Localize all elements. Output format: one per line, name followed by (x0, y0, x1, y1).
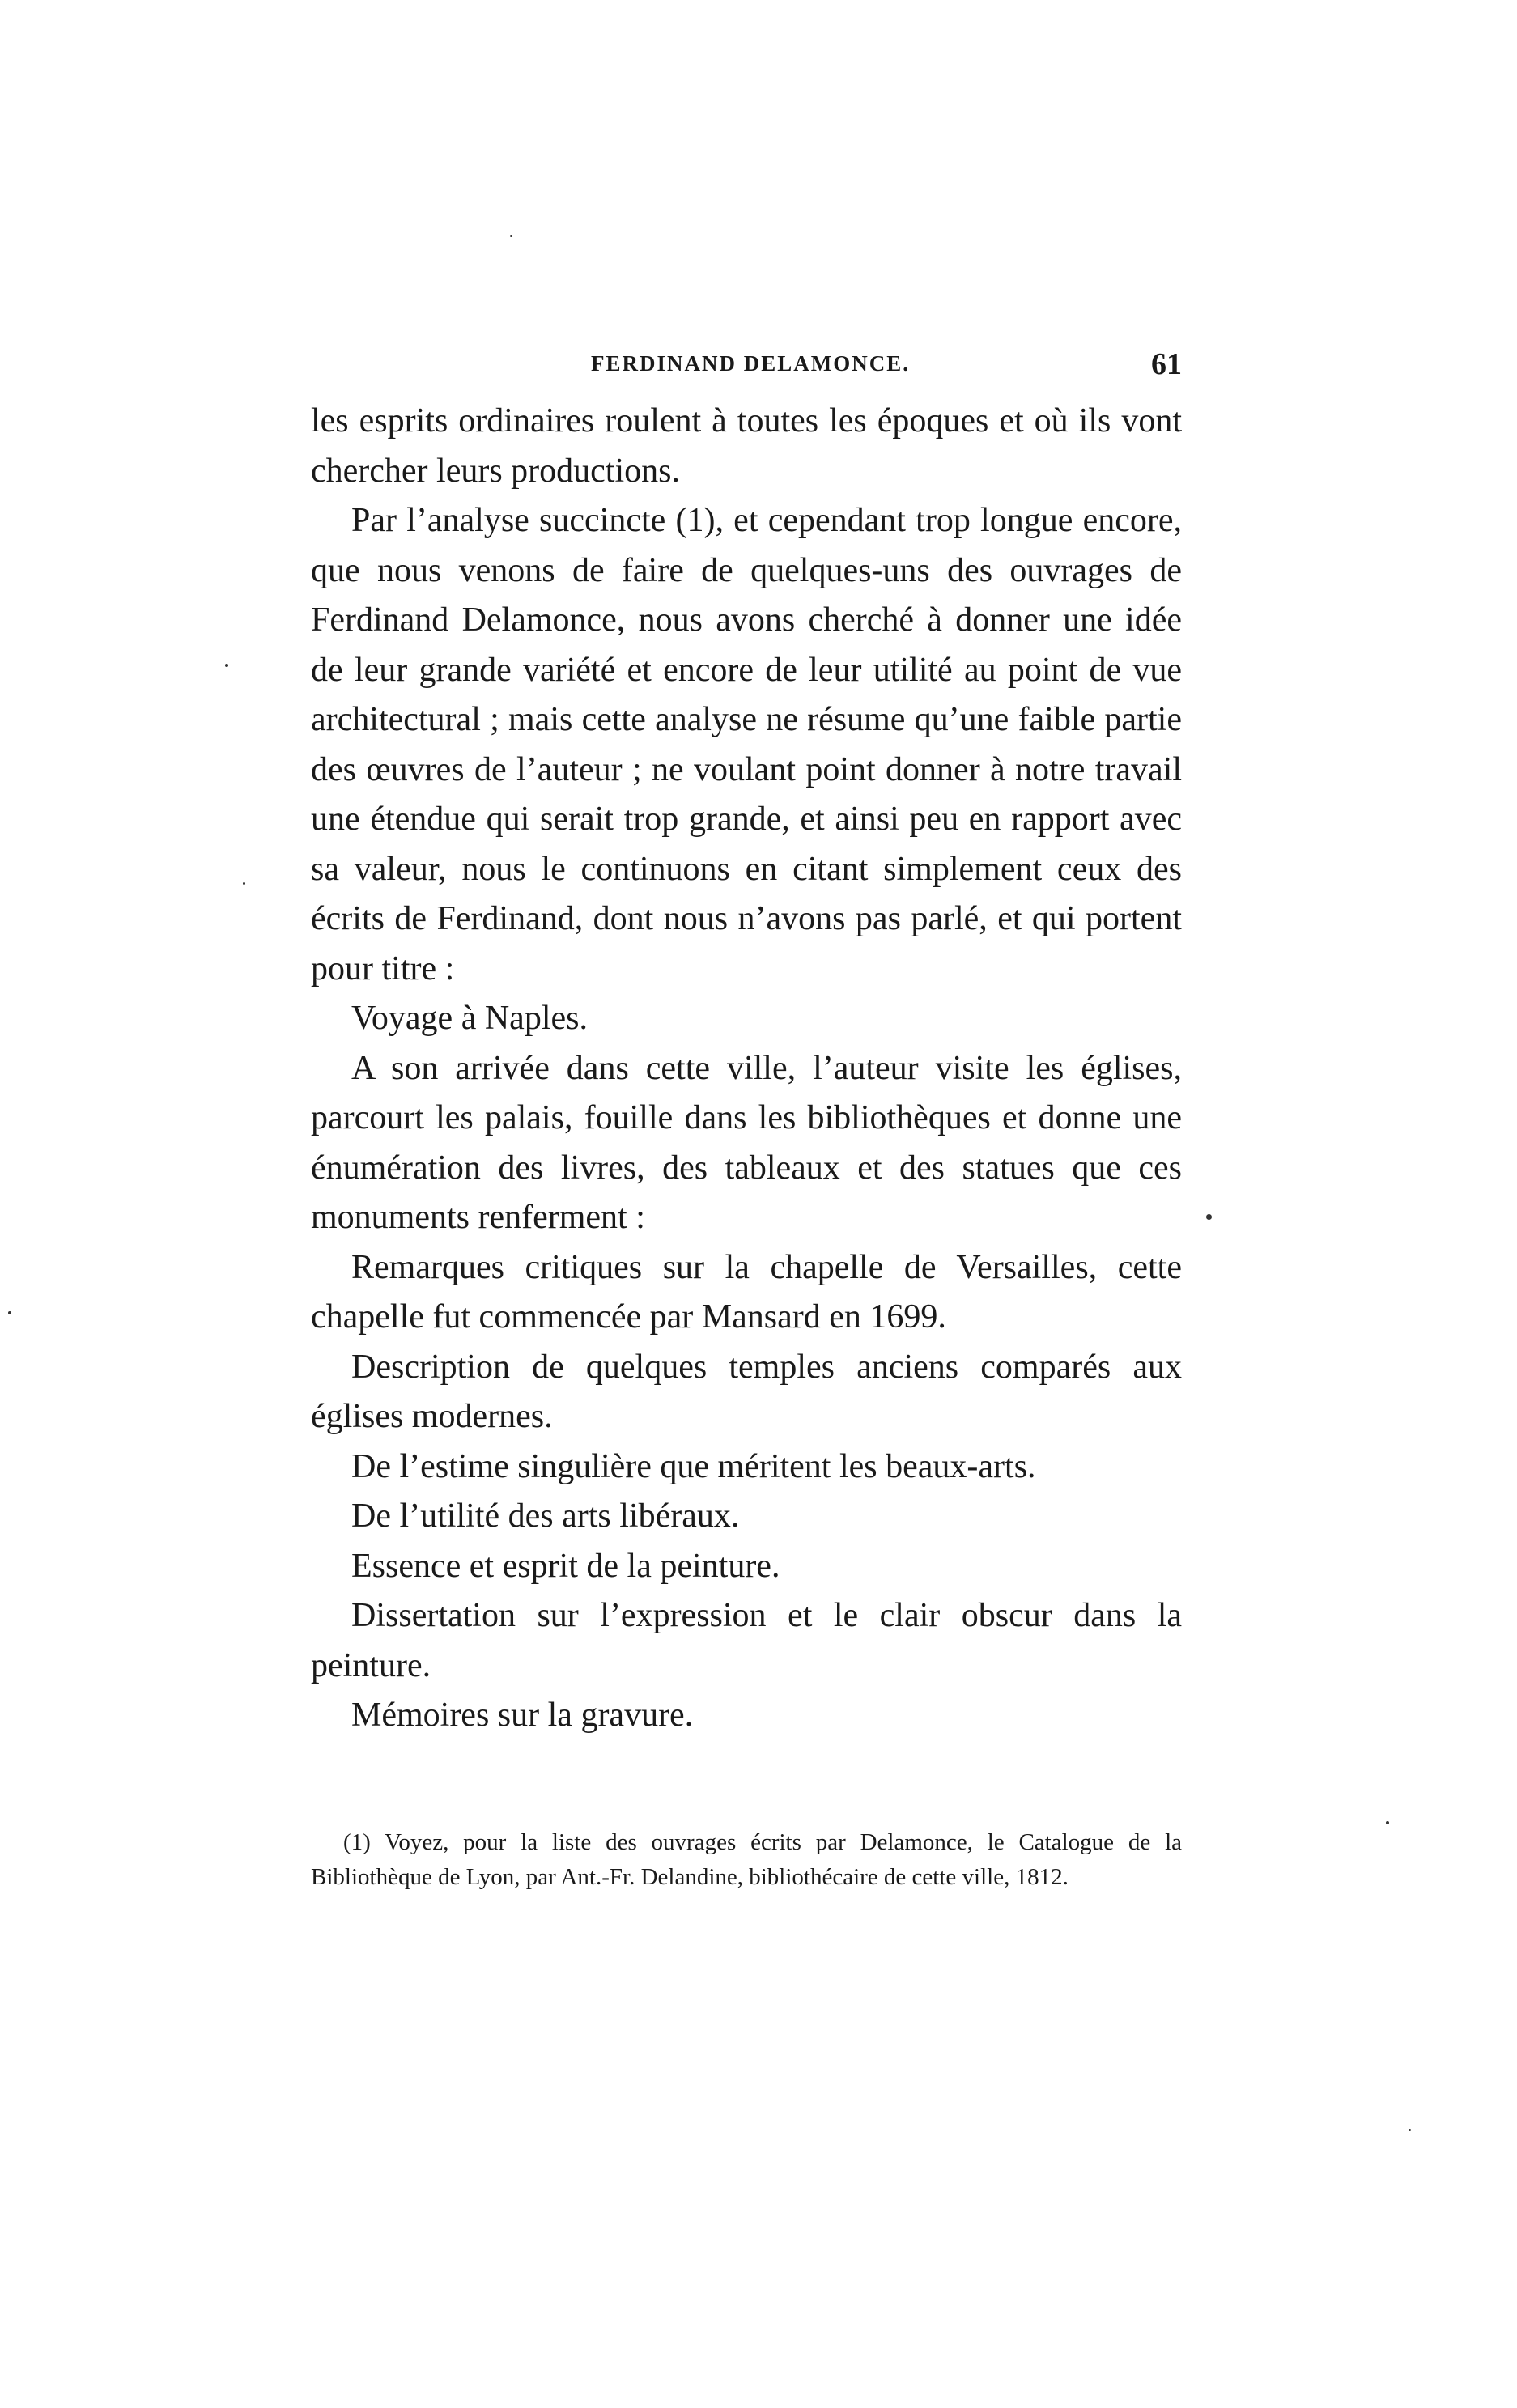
paragraph: A son arrivée dans cette ville, l’auteur visite les églises, parcourt les palais, fouille dans les bibliothèques et donne une énumération des livres, des tableaux et des statues que ces monuments renferment : (311, 1049, 1182, 1236)
paragraph: Essence et esprit de la peinture. (351, 1547, 780, 1585)
running-title: FERDINAND DELAMONCE. (591, 351, 911, 376)
footnote-text: (1) Voyez, pour la liste des ouvrages écrits par Delamonce, le Catalogue de la Bibliothèque de Lyon, par Ant.-Fr. Delandine, bibliothécaire de cette ville, 1812. (311, 1829, 1182, 1890)
paragraph: Par l’analyse succincte (1), et cependant trop longue encore, que nous venons de faire de quelques-uns des ouvrages de Ferdinand Delamonce, nous avons cherché à donner une idée de leur grande variété et encore de leur utilité au point de vue architectural ; mais cette analyse ne résume qu’une faible partie des œuvres de l’auteur ; ne voulant point donner à notre travail une étendue qui serait trop grande, et ainsi peu en rapport avec sa valeur, nous le continuons en citant simplement ceux des écrits de Ferdinand, dont nous n’avons pas parlé, et qui portent pour titre : (311, 502, 1182, 987)
scan-speck (243, 882, 245, 885)
paragraph: les esprits ordinaires roulent à toutes les époques et où ils vont chercher leurs productions. (311, 402, 1182, 490)
paragraph: Voyage à Naples. (351, 1000, 588, 1037)
page-number: 61 (1151, 347, 1182, 381)
body-text (311, 397, 1182, 1741)
scan-speck (225, 664, 228, 667)
paragraph: Dissertation sur l’expression et le clair obscur dans la peinture. (311, 1597, 1182, 1684)
scan-speck (1386, 1821, 1389, 1824)
scan-speck (510, 235, 512, 237)
paragraph: Description de quelques temples anciens comparés aux églises modernes. (311, 1348, 1182, 1435)
running-head (308, 346, 1182, 395)
paragraph: De l’utilité des arts libéraux. (351, 1497, 740, 1535)
footnote (311, 1825, 1182, 1895)
scan-speck (1206, 1214, 1212, 1220)
paragraph: Mémoires sur la gravure. (351, 1697, 694, 1734)
scan-speck (1409, 2129, 1411, 2131)
scan-speck (8, 1311, 11, 1314)
paragraph: De l’estime singulière que méritent les beaux-arts. (351, 1447, 1036, 1485)
paragraph: Remarques critiques sur la chapelle de Versailles, cette chapelle fut commencée par Mansard en 1699. (311, 1248, 1182, 1336)
